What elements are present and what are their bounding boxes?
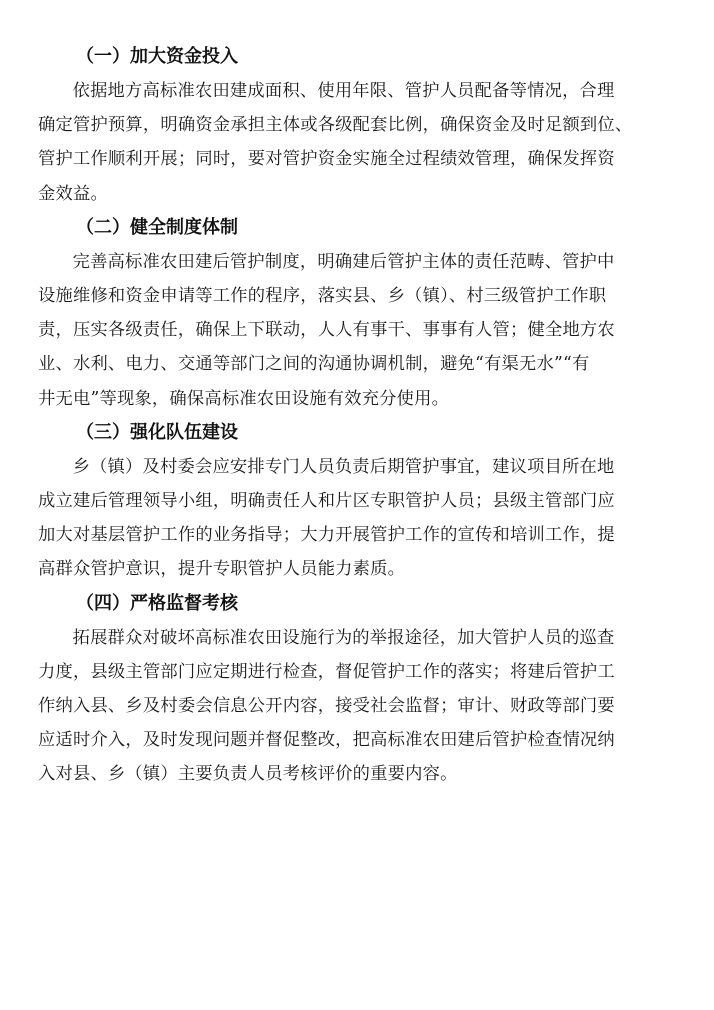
paragraph-line: 应适时介入，及时发现问题并督促整改，把高标准农田建后管护检查情况纳 xyxy=(38,730,615,751)
paragraph-line: 责，压实各级责任，确保上下联动，人人有事干、事事有人管；健全地方农 xyxy=(38,320,615,341)
paragraph-line: 加大对基层管护工作的业务指导；大力开展管护工作的宣传和培训工作，提 xyxy=(38,525,615,546)
section-paragraph xyxy=(38,245,678,416)
section-heading: （四）严格监督考核 xyxy=(76,592,238,614)
section-heading: （一）加大资金投入 xyxy=(76,46,238,67)
section-paragraph xyxy=(38,450,678,587)
paragraph-line: 拓展群众对破坏高标准农田设施行为的举报途径，加大管护人员的巡查 xyxy=(72,627,615,648)
paragraph-line: 依据地方高标准农田建成面积、使用年限、管护人员配备等情况，合理 xyxy=(72,81,615,101)
paragraph-line: 作纳入县、乡及村委会信息公开内容，接受社会监督；审计、财政等部门要 xyxy=(38,696,615,717)
section-team xyxy=(38,416,678,587)
section-heading: （三）强化队伍建设 xyxy=(76,421,238,443)
paragraph-line: 设施维修和资金申请等工作的程序，落实县、乡（镇）、村三级管护工作职 xyxy=(38,286,607,307)
section-paragraph xyxy=(38,621,678,792)
section-system xyxy=(38,211,678,416)
paragraph-line: 金效益。 xyxy=(38,183,108,204)
paragraph-line: 业、水利、电力、交通等部门之间的沟通协调机制，避免“有渠无水”“有 xyxy=(38,354,590,375)
paragraph-line: 确定管护预算，明确资金承担主体或各级配套比例，确保资金及时足额到位、 xyxy=(38,115,633,136)
section-supervision xyxy=(38,587,678,792)
paragraph-line: 井无电”等现象，确保高标准农田设施有效充分使用。 xyxy=(38,388,450,409)
paragraph-line: 力度，县级主管部门应定期进行检查，督促管护工作的落实；将建后管护工 xyxy=(38,661,615,682)
paragraph-line: 成立建后管理领导小组，明确责任人和片区专职管护人员；县级主管部门应 xyxy=(38,491,615,512)
paragraph-line: 入对县、乡（镇）主要负责人员考核评价的重要内容。 xyxy=(38,764,458,785)
paragraph-line: 高群众管护意识，提升专职管护人员能力素质。 xyxy=(38,559,406,580)
paragraph-line: 完善高标准农田建后管护制度，明确建后管护主体的责任范畴、管护中 xyxy=(72,251,615,272)
document-page xyxy=(38,40,678,792)
section-paragraph xyxy=(38,74,678,211)
paragraph-line: 管护工作顺利开展；同时，要对管护资金实施全过程绩效管理，确保发挥资 xyxy=(38,149,615,170)
paragraph-line: 乡（镇）及村委会应安排专门人员负责后期管护事宜，建议项目所在地 xyxy=(72,456,615,477)
section-funding xyxy=(38,40,678,211)
section-heading: （二）健全制度体制 xyxy=(76,216,238,238)
